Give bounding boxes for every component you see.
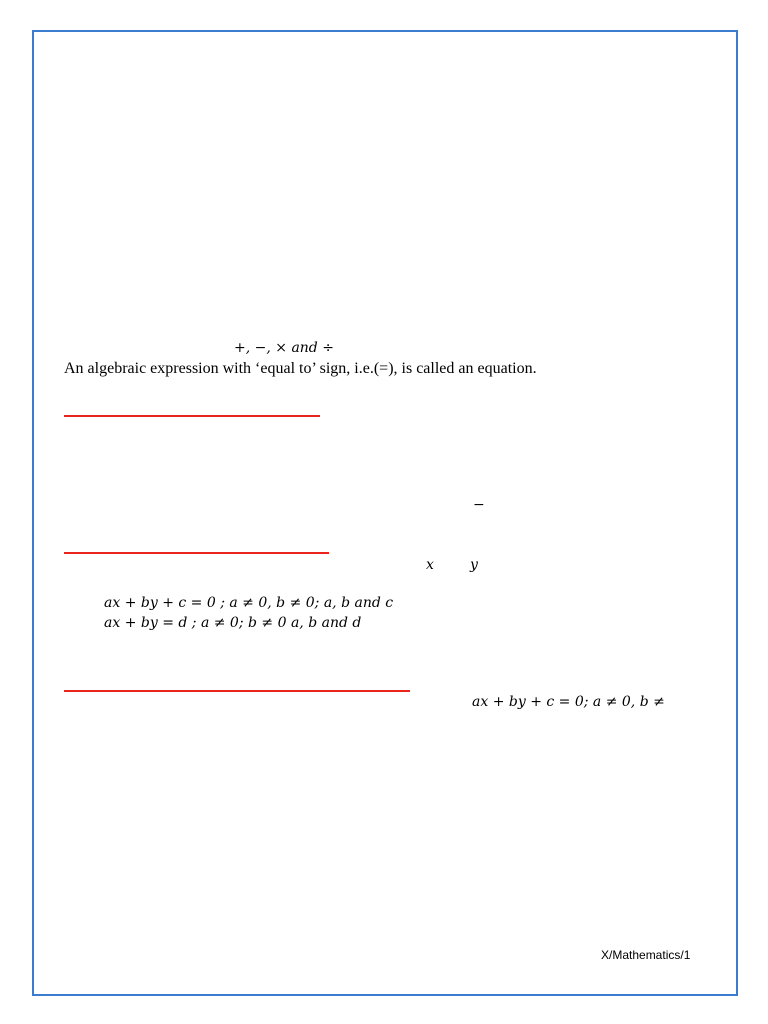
standard-form-equation-2: ax + by = d ; a ≠ 0; b ≠ 0 a, b and d bbox=[104, 615, 362, 631]
section-rule-1 bbox=[64, 415, 320, 417]
variable-x: x bbox=[426, 557, 434, 573]
standard-form-equation-1: ax + by + c = 0 ; a ≠ 0, b ≠ 0; a, b and c bbox=[104, 595, 394, 611]
minus-sign: − bbox=[473, 497, 485, 513]
page-footer: X/Mathematics/1 bbox=[601, 948, 691, 962]
section-rule-3 bbox=[64, 690, 410, 692]
equation-definition: An algebraic expression with ‘equal to’ sign, i.e.(=), is called an equation. bbox=[64, 360, 537, 377]
general-form-equation: ax + by + c = 0; a ≠ 0, b ≠ bbox=[472, 694, 665, 710]
operators-line: +, −, × and ÷ bbox=[234, 340, 334, 356]
page-border bbox=[32, 30, 738, 996]
section-rule-2 bbox=[64, 552, 329, 554]
variable-y: y bbox=[470, 557, 478, 573]
